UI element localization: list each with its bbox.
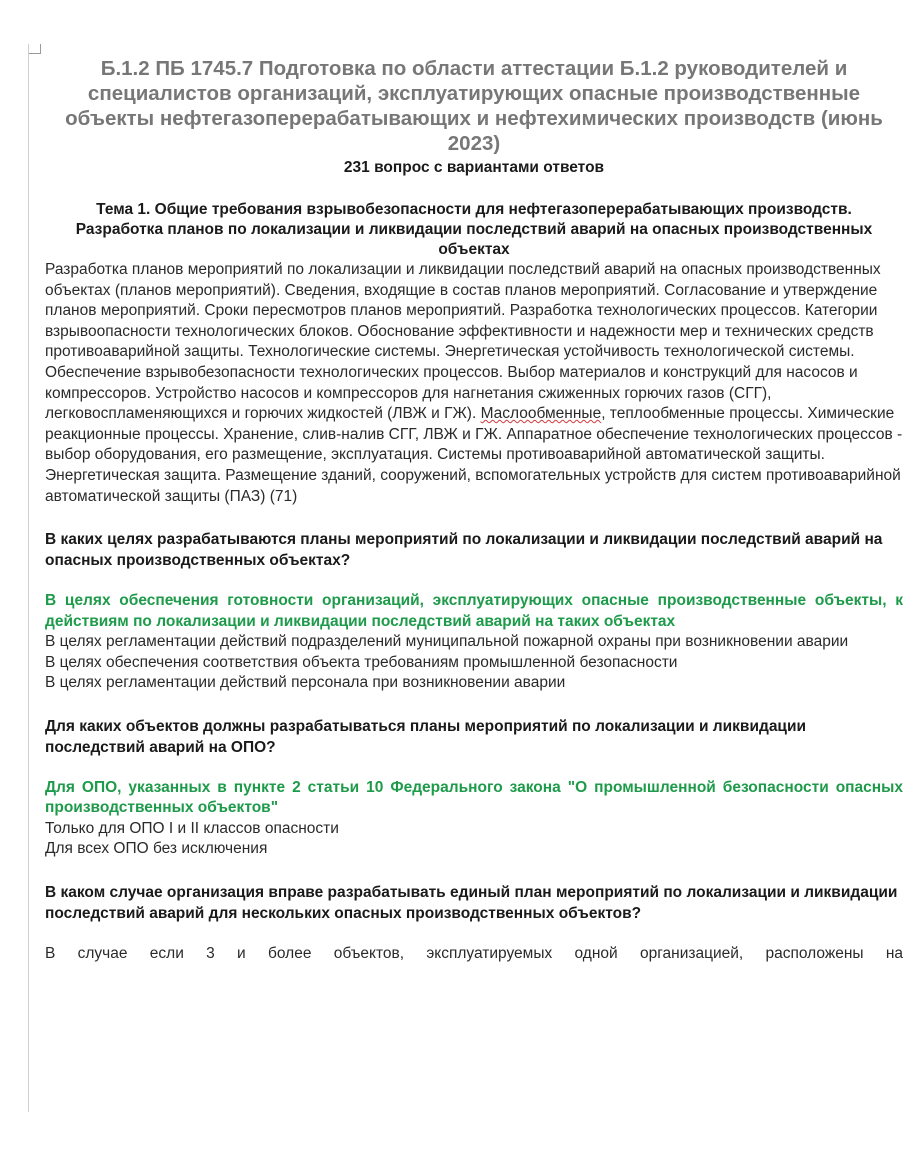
- answer-option: В случае если 3 и более объектов, эксплуатируемых одной организацией, расположены на: [45, 944, 903, 962]
- question-3: В каком случае организация вправе разрабатывать единый план мероприятий по локализации и ликвидации последствий аварий для нескольких опасных производственных объектов?: [45, 883, 898, 922]
- topic-description: [45, 260, 903, 507]
- topic-description-part2: , теплообменные процессы. Химические реакционные процессы. Хранение, слив-налив СГГ, ЛВЖ и ГЖ. Аппаратное обеспечение технологических процессов - выбор оборудования, его размещение, эксплуатация. Системы противоаварийной автоматической защиты. Энергетическая защита. Размещение зданий, сооружений, вспомогательных устройств для систем противоаварийной автоматической защиты (ПАЗ) (71): [45, 405, 903, 505]
- correct-answer: Для ОПО, указанных в пункте 2 статьи 10 Федерального закона "О промышленной безопасности опасных производственных объектов": [45, 778, 903, 817]
- document-subtitle: 231 вопрос с вариантами ответов: [343, 159, 605, 176]
- question-1: В каких целях разрабатываются планы мероприятий по локализации и ликвидации последствий аварий на опасных производственных объектах?: [45, 531, 883, 570]
- document-page: [28, 44, 910, 1112]
- answers-3: [45, 944, 903, 965]
- bottom-margin: [0, 1112, 910, 1155]
- document-title: Б.1.2 ПБ 1745.7 Подготовка по области аттестации Б.1.2 руководителей и специалистов организаций, эксплуатирующих опасные производственные объекты нефтегазоперерабатывающих и нефтехимических производств (июнь 2023): [65, 57, 883, 155]
- spellcheck-flagged-word: Маслообменные: [480, 405, 602, 423]
- answers-1: [45, 591, 903, 694]
- topic-description-part1: Разработка планов мероприятий по локализации и ликвидации последствий аварий на опасных производственных объектах (планов мероприятий). Сведения, входящие в состав планов мероприятий. Согласование и утверждение планов мероприятий. Сроки пересмотров планов мероприятий. Разработка технологических процессов. Категории взрывоопасности технологических блоков. Обоснование эффективности и надежности мер и технических средств противоаварийной защиты. Технологические системы. Энергетическая устойчивость технологической системы. Обеспечение взрывобезопасности технологических процессов. Выбор материалов и конструкций для насосов и компрессоров. Устройство насосов и компрессоров для нагнетания сжиженных горючих газов (СГГ), легковоспламеняющихся и горючих жидкостей (ЛВЖ и ГЖ).: [45, 261, 881, 423]
- topic-title: Тема 1. Общие требования взрывобезопасности для нефтегазоперерабатывающих производств. Разработка планов по локализации и ликвидации последствий аварий на опасных производственных объектах: [75, 201, 873, 258]
- top-margin: [0, 0, 910, 44]
- answer-option: В целях регламентации действий подразделений муниципальной пожарной охраны при возникновении аварии: [45, 633, 849, 651]
- question-2: Для каких объектов должны разрабатываться планы мероприятий по локализации и ликвидации последствий аварий на ОПО?: [45, 717, 807, 756]
- answer-option: Только для ОПО I и II классов опасности: [45, 819, 339, 837]
- answer-option: В целях регламентации действий персонала при возникновении аварии: [45, 674, 566, 692]
- answers-2: [45, 778, 903, 860]
- answer-option: В целях обеспечения соответствия объекта требованиям промышленной безопасности: [45, 653, 678, 671]
- answer-option: Для всех ОПО без исключения: [45, 840, 268, 858]
- correct-answer: В целях обеспечения готовности организаций, эксплуатирующих опасные производственные объекты, к действиям по локализации и ликвидации последствий аварий на таких объектах: [45, 592, 903, 630]
- document-content: [45, 56, 903, 986]
- page-corner-mark: [28, 44, 41, 54]
